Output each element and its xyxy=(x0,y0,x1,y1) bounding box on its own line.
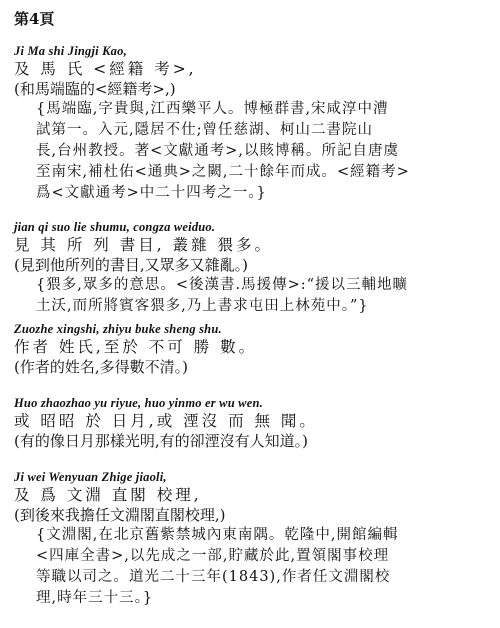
note-line: {文淵閣,在北京舊紫禁城內東南隅。乾隆中,開館編輯 xyxy=(36,527,399,543)
translation-line: (和馬端臨的<經籍考>,) xyxy=(14,80,176,98)
note-line: 試第一。入元,隱居不仕;曾任慈湖、柯山二書院山 xyxy=(36,122,373,138)
chinese-line: 作者 姓氏,至於 不可 勝 數。 xyxy=(14,338,258,356)
pinyin-line: Ji Ma shi Jingji Kao, xyxy=(14,44,127,58)
annotation-note xyxy=(36,525,486,609)
note-line: {猥多,眾多的意思。<後漢書.馬援傳>:“援以三輔地曠 xyxy=(36,277,409,293)
translation-line: (有的像日月那樣光明,有的卻湮沒有人知道。) xyxy=(14,432,308,450)
verse-section xyxy=(14,44,486,204)
pinyin-line: Ji wei Wenyuan Zhige jiaoli, xyxy=(14,470,167,484)
page-number: 第4頁 xyxy=(14,10,55,28)
note-line: 長,台州教授。著<文獻通考>,以賅博稱。所記自唐虞 xyxy=(36,143,400,159)
chinese-line: 及 馬 氏 <經籍 考>, xyxy=(14,60,197,78)
note-line: 爲<文獻通考>中二十四考之一。} xyxy=(36,185,267,201)
chinese-line: 及 爲 文淵 直閣 校理, xyxy=(14,486,202,504)
chinese-line: 見 其 所 列 書目, 叢雜 猥多。 xyxy=(14,236,273,254)
annotation-note xyxy=(36,99,486,204)
chinese-line: 或 昭昭 於 日月,或 湮沒 而 無 聞。 xyxy=(14,412,318,430)
note-line: 土沃,而所將賓客猥多,乃上書求屯田上林苑中。”} xyxy=(36,298,369,314)
pinyin-line: Huo zhaozhao yu riyue, huo yinmo er wu wen. xyxy=(14,396,263,410)
note-line: 至南宋,補杜佑<通典>之闕,二十餘年而成。<經籍考> xyxy=(36,164,410,180)
note-line: {馬端臨,字貴與,江西樂平人。博極群書,宋咸淳中漕 xyxy=(36,101,389,117)
verse-section xyxy=(14,396,486,451)
annotation-note xyxy=(36,275,486,317)
translation-line: (見到他所列的書目,又眾多又雜亂。) xyxy=(14,256,248,274)
verse-section xyxy=(14,220,486,317)
translation-line: (到後來我擔任文淵閣直閣校理,) xyxy=(14,506,226,524)
translation-line: (作者的姓名,多得數不清。) xyxy=(14,358,188,376)
note-line: 等職以司之。道光二十三年(1843),作者任文淵閣校 xyxy=(36,569,391,585)
pinyin-line: jian qi suo lie shumu, congza weiduo. xyxy=(14,220,216,234)
verse-section xyxy=(14,470,486,609)
note-line: <四庫全書>,以先成之一部,貯藏於此,置領閣事校理 xyxy=(36,548,390,564)
pinyin-line: Zuozhe xingshi, zhiyu buke sheng shu. xyxy=(14,322,222,336)
note-line: 理,時年三十三。} xyxy=(36,590,154,606)
verse-section xyxy=(14,322,486,377)
